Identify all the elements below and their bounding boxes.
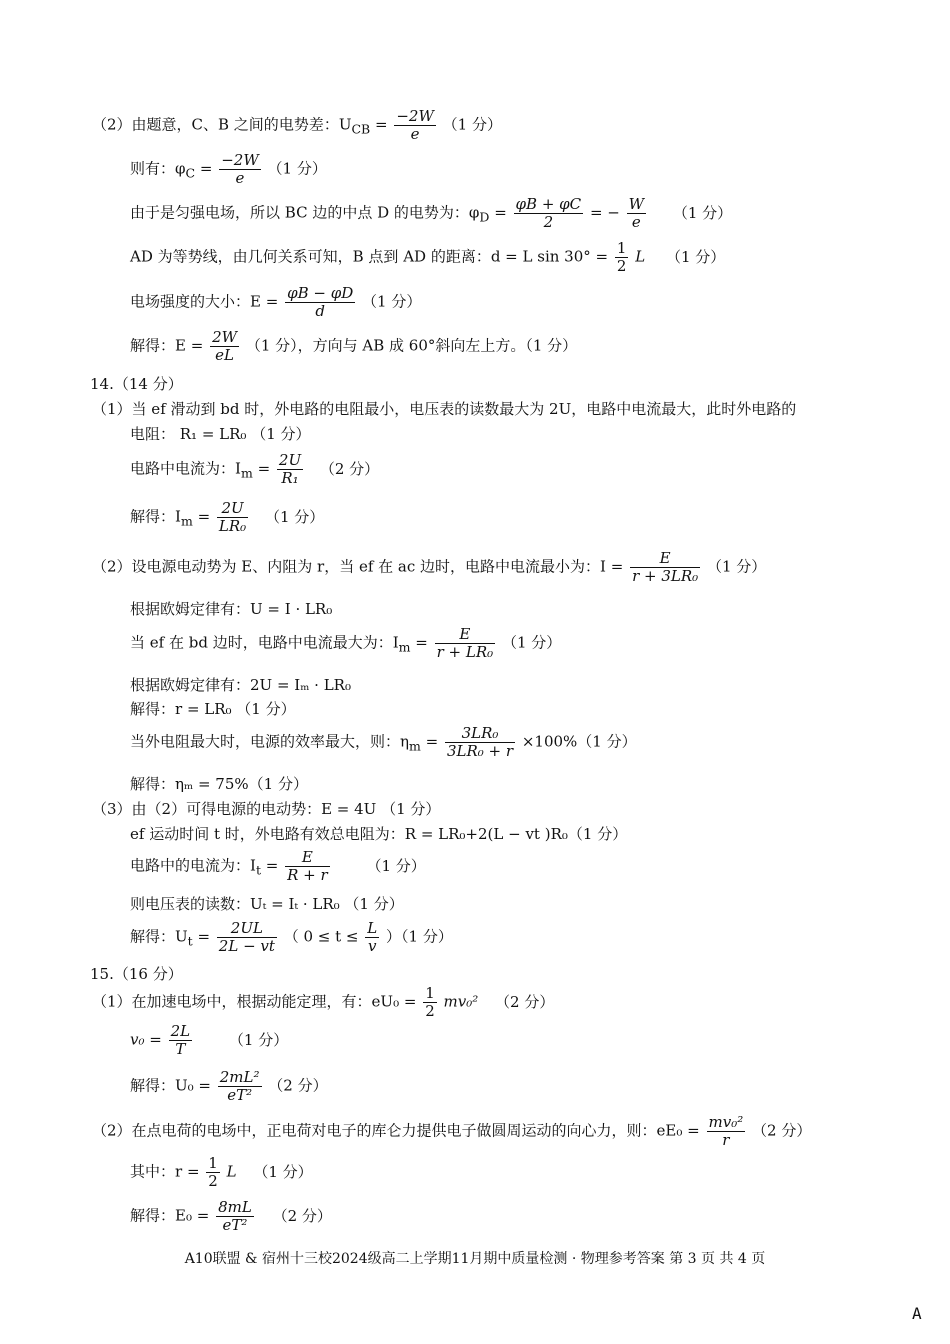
q14-p3-line5: 解得：$U_t$ = $\frac{2UL}{2L - vt}$ （ 0 ≤ t ≤ $\frac{L}{v}$ ）（1 分）: [130, 919, 453, 955]
corner-mark: A: [912, 1304, 922, 1323]
q15-p1-line1: （1）在加速电场中，根据动能定理，有：eU₀ = $\frac{1}{2}$ mv₀² （2 分）: [92, 984, 555, 1020]
q14-p1-line2: 电阻： R₁ = LR₀ （1 分）: [130, 425, 311, 443]
q13-line6: 解得：E = $\frac{2W}{eL}$ （1 分），方向与 AB 成 60°斜向左上方。（1 分）: [130, 328, 578, 364]
q14-p1-line1: （1）当 ef 滑动到 bd 时，外电路的电阻最小，电压表的读数最大为 2U，电路中电流最大，此时外电路的: [92, 400, 797, 418]
q15-p1-line3: 解得：U₀ = $\frac{\text{2mL²}}{\text{eT²}}$ （2 分）: [130, 1068, 328, 1104]
q15-p2-line1: （2）在点电荷的电场中，正电荷对电子的库仑力提供电子做圆周运动的向心力，则：eE₀ = $\frac{\text{mv₀²}}{r}$ （2 分）: [92, 1113, 812, 1149]
q14-p2-line3: 当 ef 在 bd 边时，电路中电流最大为：$I_m$ = $\frac{E}{\text{r + LR₀}}$ （1 分）: [130, 625, 562, 661]
q14-p2-line7: 解得：ηₘ = 75%（1 分）: [130, 775, 308, 793]
q15-heading: 15.（16 分）: [90, 965, 183, 983]
q13-line3: 由于是匀强电场，所以 BC 边的中点 D 的电势为：$\varphi_D$ = $\frac{\varphi B + \varphi C}{2}$ = − $\frac{W}{e}$ （1 分）: [130, 195, 733, 231]
q14-p3-line2: ef 运动时间 t 时，外电路有效总电阻为：R = LR₀+2(L − vt )R₀（1 分）: [130, 825, 628, 843]
q14-p3-line3: 电路中的电流为：$I_t$ = $\frac{E}{R + r}$ （1 分）: [130, 848, 426, 884]
q14-p3-line1: （3）由（2）可得电源的电动势：E = 4U （1 分）: [92, 800, 441, 818]
q14-p2-line4: 根据欧姆定律有：2U = Iₘ · LR₀: [130, 676, 351, 694]
q13-line1: （2）由题意，C、B 之间的电势差：$U_{CB}$ = $\frac{-2W}{e}$ （1 分）: [92, 107, 502, 143]
q14-p2-line2: 根据欧姆定律有：U = I · LR₀: [130, 600, 333, 618]
q14-p1-line3: 电路中电流为：$I_m$ = $\frac{2U}{\text{R₁}}$ （2 分）: [130, 451, 380, 487]
q13-line5: 电场强度的大小：E = $\frac{\varphi B - \varphi D}{d}$ （1 分）: [130, 284, 422, 320]
q14-p3-line4: 则电压表的读数：Uₜ = Iₜ · LR₀ （1 分）: [130, 895, 404, 913]
q13-line2: 则有：$\varphi_C$ = $\frac{-2W}{e}$ （1 分）: [130, 151, 327, 187]
page-footer: A10联盟 & 宿州十三校2024级高二上学期11月期中质量检测 · 物理参考答案 第 3 页 共 4 页: [184, 1251, 766, 1267]
q14-heading: 14.（14 分）: [90, 375, 183, 393]
q13-line4: AD 为等势线，由几何关系可知，B 点到 AD 的距离：d = L sin 30° = $\frac{1}{2}$ L （1 分）: [130, 239, 726, 275]
q15-p2-line2: 其中：r = $\frac{1}{2}$ L （1 分）: [130, 1154, 313, 1190]
q15-p2-line3: 解得：E₀ = $\frac{8mL}{\text{eT²}}$ （2 分）: [130, 1198, 332, 1234]
q14-p1-line4: 解得：$I_m$ = $\frac{2U}{\text{LR₀}}$ （1 分）: [130, 499, 325, 535]
q15-p1-line2: v₀ = $\frac{2L}{T}$ （1 分）: [130, 1022, 289, 1058]
q14-p2-line5: 解得：r = LR₀ （1 分）: [130, 700, 296, 718]
q14-p2-line1: （2）设电源电动势为 E、内阻为 r，当 ef 在 ac 边时，电路中电流最小为：I = $\frac{E}{\text{r + 3LR₀}}$ （1 分）: [92, 549, 767, 585]
q14-p2-line6: 当外电阻最大时，电源的效率最大，则：$\eta_m$ = $\frac{\text{3LR₀}}{\text{3LR₀ + r}}$ ×100%（1 分）: [130, 724, 637, 760]
